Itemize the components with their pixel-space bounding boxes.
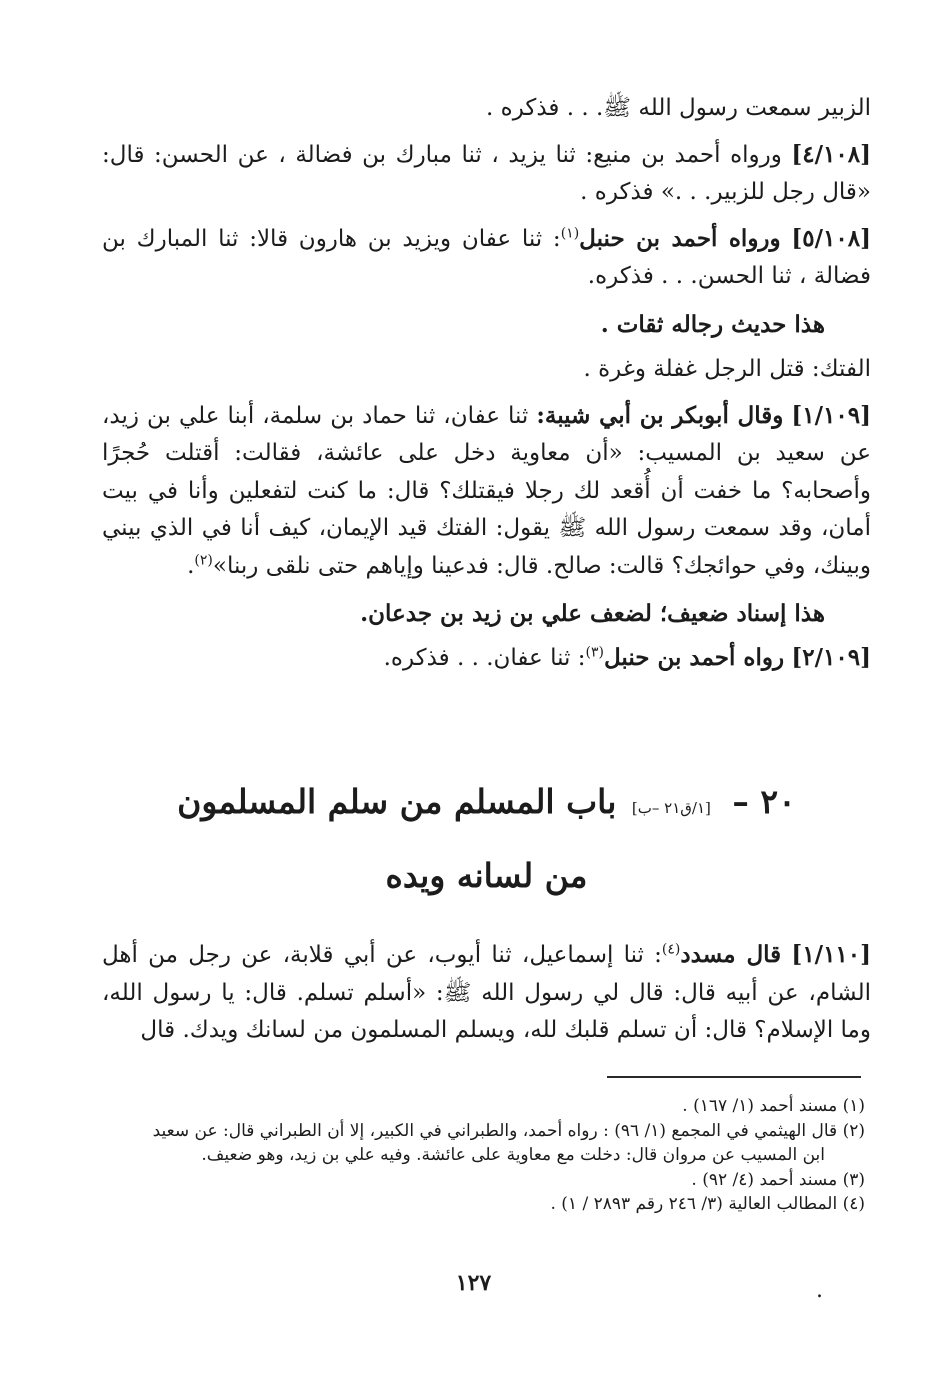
footnote-marker: (٣) <box>585 643 604 660</box>
narrator-lead: وقال أبوبكر بن أبي شيبة: <box>536 401 784 429</box>
footnote-marker: (٤) <box>661 941 681 958</box>
hadith-1-110 <box>102 936 871 1050</box>
narrator-lead: ورواه أحمد بن حنبل <box>579 224 781 252</box>
hadith-5-108 <box>102 220 871 296</box>
page-number: ١٢٧ <box>455 1270 492 1296</box>
footnote-divider <box>607 1076 861 1078</box>
footnote-2-continued: ابن المسيب عن مروان قال: دخلت مع معاوية على عائشة. وفيه علي بن زيد، وهو ضعيف. <box>201 1145 825 1165</box>
word-gloss: الفتك: قتل الرجل غفلة وغرة . <box>583 356 871 382</box>
footnote-marker: (٢) <box>194 551 213 568</box>
hadith-block-bottom <box>102 936 871 1050</box>
chapter-title-line-1: باب المسلم من سلم المسلمون <box>177 782 617 821</box>
hadith-ref: [٢/١٠٩] <box>791 643 871 671</box>
hadith-ref: [٤/١٠٨] <box>791 140 871 168</box>
hadith-text: ورواه أحمد بن منيع: ثنا يزيد ، ثنا مبارك بن فضالة ، عن الحسن: قال: «قال رجل للزبير. . .» فذكره . <box>102 141 871 205</box>
footnote-3: (٣) مسند أحمد (٤/ ٩٢) . <box>691 1169 865 1190</box>
hadith-2-109 <box>102 639 871 678</box>
sentence-end: . <box>187 552 195 579</box>
chapter-title-line-2: من لسانه ويده <box>385 856 588 895</box>
chapter-heading <box>102 782 871 821</box>
hadith-text: : ثنا إسماعيل، ثنا أيوب، عن أبي قلابة، عن رجل من أهل الشام، عن أبيه قال: قال لي رسول الله ﷺ: «أسلم تسلم. قال: يا رسول الله، وما الإسلام؟ قال: أن تسلم قلبك لله، ويسلم المسلمون من لسانك ويدك. قال <box>102 942 871 1043</box>
isnad-verdict: هذا حديث رجاله ثقات . <box>600 310 825 338</box>
hadith-text: : ثنا عفان. . . فذكره. <box>383 644 586 671</box>
continuation-line: الزبير سمعت رسول الله ﷺ. . . فذكره . <box>486 95 871 121</box>
hadith-text: ثنا عفان، ثنا حماد بن سلمة، أبنا علي بن زيد، عن سعيد بن المسيب: «أن معاوية دخل على عائشة، فقالت: أقتلت حُجرًا وأصحابه؟ ما خفت أن أُقعد لك رجلا فيقتلك؟ قال: ما كنت لتفعلين وأنا في بيت أمان، وقد سمعت رسول الله ﷺ يقول: الفتك قيد الإيمان، كيف أنا في الذي بيني وبينك، وفي حوائجك؟ قالت: صالح. قال: فدعينا وإياهم حتى نلقى ربنا» <box>102 402 871 579</box>
hadith-ref: [١/١٠٩] <box>791 401 872 429</box>
hadith-block-top <box>102 90 871 677</box>
hadith-4-108 <box>102 136 871 212</box>
chapter-number: ٢٠ – <box>732 782 796 821</box>
hadith-text: : ثنا عفان ويزيد بن هارون قالا: ثنا المبارك بن فضالة ، ثنا الحسن. . . فذكره. <box>102 225 871 289</box>
corner-mark: . <box>816 1278 823 1303</box>
isnad-verdict: هذا إسناد ضعيف؛ لضعف علي بن زيد بن جدعان. <box>360 600 825 627</box>
manuscript-ref: [١/ق٢١ –ب] <box>631 799 711 817</box>
footnote-2: (٢) قال الهيثمي في المجمع (١/ ٩٦) : رواه أحمد، والطبراني في الكبير، إلا أن الطبراني قال: عن سعيد <box>152 1120 865 1141</box>
hadith-ref: [١/١١٠] <box>791 941 872 968</box>
footnote-4: (٤) المطالب العالية (٣/ ٢٤٦ رقم ٢٨٩٣ / ١) . <box>550 1194 865 1214</box>
footnote-1: (١) مسند أحمد (١/ ١٦٧) . <box>682 1096 865 1116</box>
footnotes <box>102 1094 865 1217</box>
narrator-lead: قال مسدد <box>680 941 782 968</box>
narrator-lead: رواه أحمد بن حنبل <box>603 643 785 671</box>
hadith-ref: [٥/١٠٨] <box>791 224 871 252</box>
hadith-1-109 <box>102 397 871 586</box>
footnote-marker: (١) <box>560 224 580 241</box>
